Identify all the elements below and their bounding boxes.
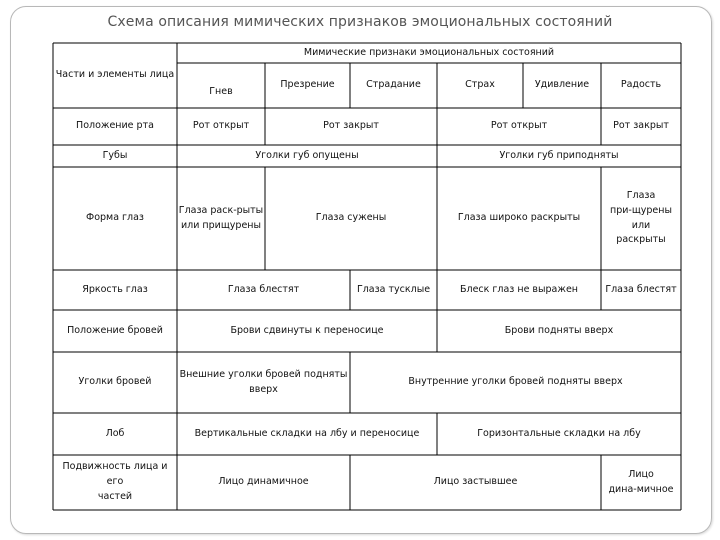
cell-brow-corners-rest: Внутренние уголки бровей подняты вверх [408, 376, 623, 388]
cell-mouth-contempt-suffering: Рот закрыт [323, 120, 379, 132]
header-suffering: Страдание [366, 79, 421, 91]
row-label-brow-position: Положение бровей [67, 324, 163, 336]
row-label-mobility: Подвижность лица и его частей [62, 461, 168, 502]
cell-mouth-fear-surprise: Рот открыт [490, 120, 548, 132]
cell-forehead-negative: Вертикальные складки на лбу и переносице [194, 427, 420, 439]
cell-lips-positive: Уголки губ приподняты [499, 149, 619, 161]
cell-shine-anger-contempt: Глаза блестят [227, 283, 300, 295]
header-group-cell: Мимические признаки эмоциональных состояний [303, 46, 555, 58]
cell-mobility-joy: Лицо дина-мичное [608, 468, 674, 495]
cell-shine-fear-surprise: Блеск глаз не выражен [459, 283, 578, 295]
header-contempt: Презрение [280, 79, 335, 91]
cell-lips-negative: Уголки губ опущены [255, 149, 359, 161]
header-surprise: Удивление [534, 79, 590, 91]
cell-brows-positive: Брови подняты вверх [504, 324, 614, 336]
row-label-eye-shine: Яркость глаз [82, 283, 148, 295]
cell-eyes-joy: Глаза при-щурены или раскрыты [609, 190, 672, 246]
page-title: Схема описания мимических признаков эмоциональных состояний [107, 14, 613, 30]
cell-brows-negative: Брови сдвинуты к переносице [230, 324, 384, 336]
row-label-eye-shape: Форма глаз [86, 212, 144, 224]
cell-eyes-fear-surprise: Глаза широко раскрыты [457, 212, 581, 224]
cell-eyes-contempt-suffering: Глаза сужены [315, 212, 387, 224]
row-label-forehead: Лоб [105, 427, 125, 439]
cell-eyes-anger: Глаза раск-рыты или прищурены [178, 204, 264, 231]
cell-forehead-positive: Горизонтальные складки на лбу [477, 427, 641, 439]
header-anger: Гнев [209, 86, 233, 98]
cell-brow-corners-anger: Внешние уголки бровей подняты вверх [179, 368, 348, 395]
cell-mouth-joy: Рот закрыт [613, 120, 669, 132]
row-label-brow-corners: Уголки бровей [78, 376, 152, 388]
header-fear: Страх [465, 79, 495, 91]
row-label-lips: Губы [102, 149, 128, 161]
row-label-mouth: Положение рта [76, 120, 154, 132]
cell-mobility-frozen: Лицо застывшее [433, 476, 518, 488]
cell-shine-suffering: Глаза тусклые [356, 283, 431, 295]
header-parts-cell: Части и элементы лица [55, 69, 175, 80]
cell-mobility-dynamic: Лицо динамичное [218, 476, 309, 488]
header-joy: Радость [620, 79, 662, 91]
cell-mouth-anger: Рот открыт [192, 120, 250, 132]
cell-shine-joy: Глаза блестят [605, 283, 677, 295]
